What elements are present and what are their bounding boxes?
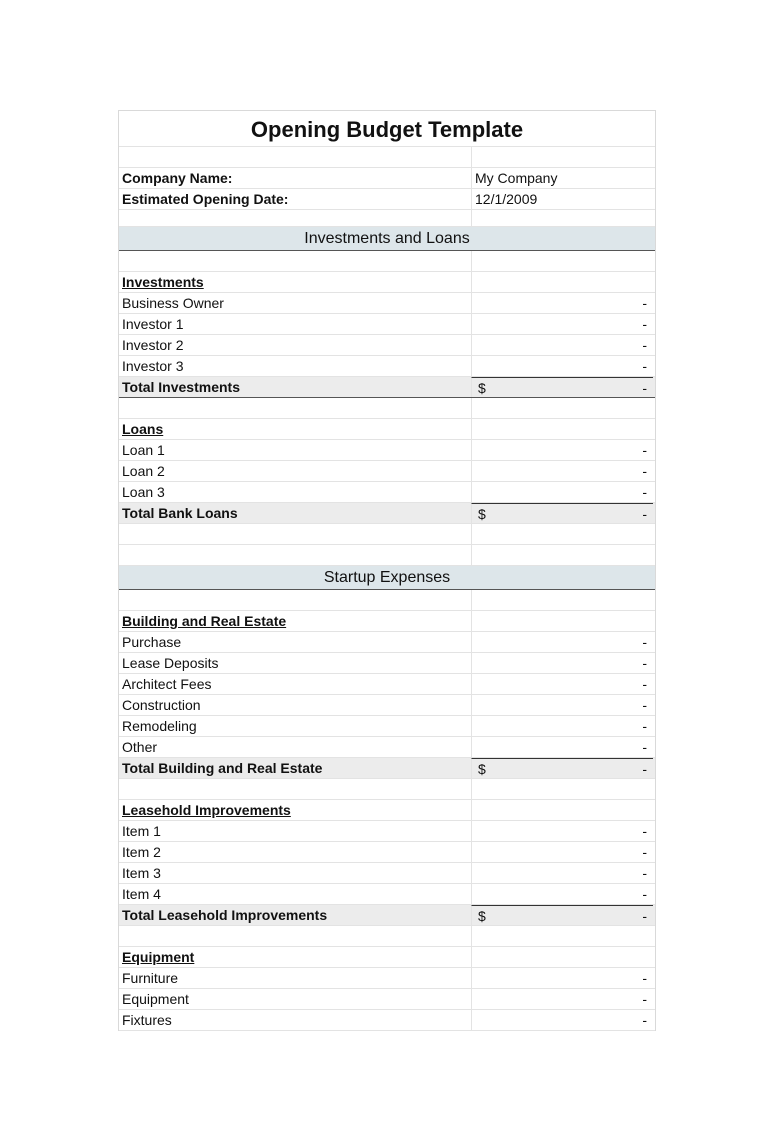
- budget-sheet: [118, 110, 656, 1031]
- row-value-cell[interactable]: [471, 314, 653, 334]
- company-name-label: Company Name:: [122, 170, 233, 186]
- currency-symbol: $: [478, 908, 486, 924]
- section-title: Startup Expenses: [323, 569, 451, 586]
- row-label: Investor 1: [122, 316, 184, 332]
- row-value: -: [642, 655, 647, 671]
- row-value-cell[interactable]: [471, 737, 653, 757]
- table-row: [119, 356, 655, 377]
- row-value: -: [642, 442, 647, 458]
- row-label: Remodeling: [122, 718, 197, 734]
- row-label: Investor 2: [122, 337, 184, 353]
- table-row: [119, 863, 655, 884]
- currency-symbol: $: [478, 380, 486, 396]
- table-row: [119, 632, 655, 653]
- row-label: Business Owner: [122, 295, 224, 311]
- total-value: -: [642, 506, 647, 522]
- table-row: [119, 1010, 655, 1031]
- info-row-company: [119, 168, 655, 189]
- blank-row: [119, 398, 655, 419]
- row-value: -: [642, 337, 647, 353]
- table-row: [119, 842, 655, 863]
- table-row: [119, 314, 655, 335]
- row-label: Item 4: [122, 886, 161, 902]
- section-investments-loans: [119, 227, 655, 251]
- row-value: -: [642, 634, 647, 650]
- row-value-cell[interactable]: [471, 674, 653, 694]
- row-value-cell[interactable]: [471, 461, 653, 481]
- row-value: -: [642, 739, 647, 755]
- section-startup-expenses: [119, 566, 655, 590]
- row-label: Furniture: [122, 970, 179, 986]
- row-value: -: [642, 991, 647, 1007]
- row-value: -: [642, 676, 647, 692]
- total-row: [119, 377, 655, 398]
- row-value: -: [642, 886, 647, 902]
- equipment-header: Equipment: [122, 949, 195, 965]
- row-label: Item 1: [122, 823, 161, 839]
- row-value: -: [642, 358, 647, 374]
- investments-header: Investments: [122, 274, 204, 290]
- row-label: Item 2: [122, 844, 161, 860]
- row-value-cell[interactable]: [471, 482, 653, 502]
- total-value-cell: [471, 377, 653, 397]
- row-value: -: [642, 697, 647, 713]
- row-label: Loan 3: [122, 484, 165, 500]
- section-title: Investments and Loans: [304, 230, 470, 247]
- loans-header-row: [119, 419, 655, 440]
- row-label: Loan 1: [122, 442, 165, 458]
- total-value-cell: [471, 905, 653, 925]
- investments-header-row: [119, 272, 655, 293]
- row-value-cell[interactable]: [471, 716, 653, 736]
- blank-row: [119, 926, 655, 947]
- total-value: -: [642, 908, 647, 924]
- row-value-cell[interactable]: [471, 293, 653, 313]
- total-value: -: [642, 761, 647, 777]
- table-row: [119, 968, 655, 989]
- table-row: [119, 653, 655, 674]
- row-value-cell[interactable]: [471, 989, 653, 1009]
- table-row: [119, 674, 655, 695]
- opening-date-value[interactable]: 12/1/2009: [471, 189, 653, 209]
- row-value: -: [642, 316, 647, 332]
- row-label: Purchase: [122, 634, 182, 650]
- row-label: Investor 3: [122, 358, 184, 374]
- row-value-cell[interactable]: [471, 440, 653, 460]
- table-row: [119, 440, 655, 461]
- row-value-cell[interactable]: [471, 863, 653, 883]
- blank-row: [119, 590, 655, 611]
- building-header-row: [119, 611, 655, 632]
- row-value: -: [642, 970, 647, 986]
- currency-symbol: $: [478, 761, 486, 777]
- row-value-cell[interactable]: [471, 821, 653, 841]
- blank-row: [119, 251, 655, 272]
- total-row: [119, 905, 655, 926]
- total-row: [119, 503, 655, 524]
- row-value: -: [642, 463, 647, 479]
- row-label: Architect Fees: [122, 676, 212, 692]
- table-row: [119, 695, 655, 716]
- row-label: Other: [122, 739, 158, 755]
- row-label: Item 3: [122, 865, 161, 881]
- total-value-cell: [471, 503, 653, 523]
- total-value: -: [642, 380, 647, 396]
- total-label: Total Leasehold Improvements: [122, 907, 328, 923]
- row-label: Loan 2: [122, 463, 165, 479]
- title-row: [119, 111, 655, 147]
- row-label: Equipment: [122, 991, 189, 1007]
- page-title: Opening Budget Template: [250, 117, 524, 142]
- blank-row: [119, 210, 655, 227]
- leasehold-header-row: [119, 800, 655, 821]
- table-row: [119, 821, 655, 842]
- blank-row: [119, 147, 655, 168]
- table-row: [119, 293, 655, 314]
- row-label: Construction: [122, 697, 201, 713]
- loans-header: Loans: [122, 421, 164, 437]
- row-value-cell[interactable]: [471, 356, 653, 376]
- blank-row: [119, 524, 655, 545]
- row-value: -: [642, 1012, 647, 1028]
- row-value-cell[interactable]: [471, 653, 653, 673]
- row-value: -: [642, 484, 647, 500]
- table-row: [119, 335, 655, 356]
- equipment-header-row: [119, 947, 655, 968]
- row-value: -: [642, 718, 647, 734]
- row-value: -: [642, 865, 647, 881]
- row-value-cell[interactable]: [471, 968, 653, 988]
- row-value: -: [642, 295, 647, 311]
- row-value: -: [642, 823, 647, 839]
- total-label: Total Investments: [122, 379, 240, 395]
- opening-date-label: Estimated Opening Date:: [122, 191, 289, 207]
- table-row: [119, 989, 655, 1010]
- table-row: [119, 482, 655, 503]
- table-row: [119, 716, 655, 737]
- building-header: Building and Real Estate: [122, 613, 287, 629]
- blank-row: [119, 545, 655, 566]
- currency-symbol: $: [478, 506, 486, 522]
- table-row: [119, 737, 655, 758]
- total-label: Total Bank Loans: [122, 505, 238, 521]
- row-label: Lease Deposits: [122, 655, 219, 671]
- row-value-cell[interactable]: [471, 1010, 653, 1030]
- row-value-cell[interactable]: [471, 842, 653, 862]
- row-value-cell[interactable]: [471, 335, 653, 355]
- total-label: Total Building and Real Estate: [122, 760, 323, 776]
- row-value-cell[interactable]: [471, 695, 653, 715]
- row-value-cell[interactable]: [471, 884, 653, 904]
- row-value: -: [642, 844, 647, 860]
- table-row: [119, 884, 655, 905]
- total-value-cell: [471, 758, 653, 778]
- company-name-value[interactable]: My Company: [471, 168, 653, 188]
- row-label: Fixtures: [122, 1012, 172, 1028]
- info-row-date: [119, 189, 655, 210]
- table-row: [119, 461, 655, 482]
- blank-row: [119, 779, 655, 800]
- leasehold-header: Leasehold Improvements: [122, 802, 291, 818]
- row-value-cell[interactable]: [471, 632, 653, 652]
- total-row: [119, 758, 655, 779]
